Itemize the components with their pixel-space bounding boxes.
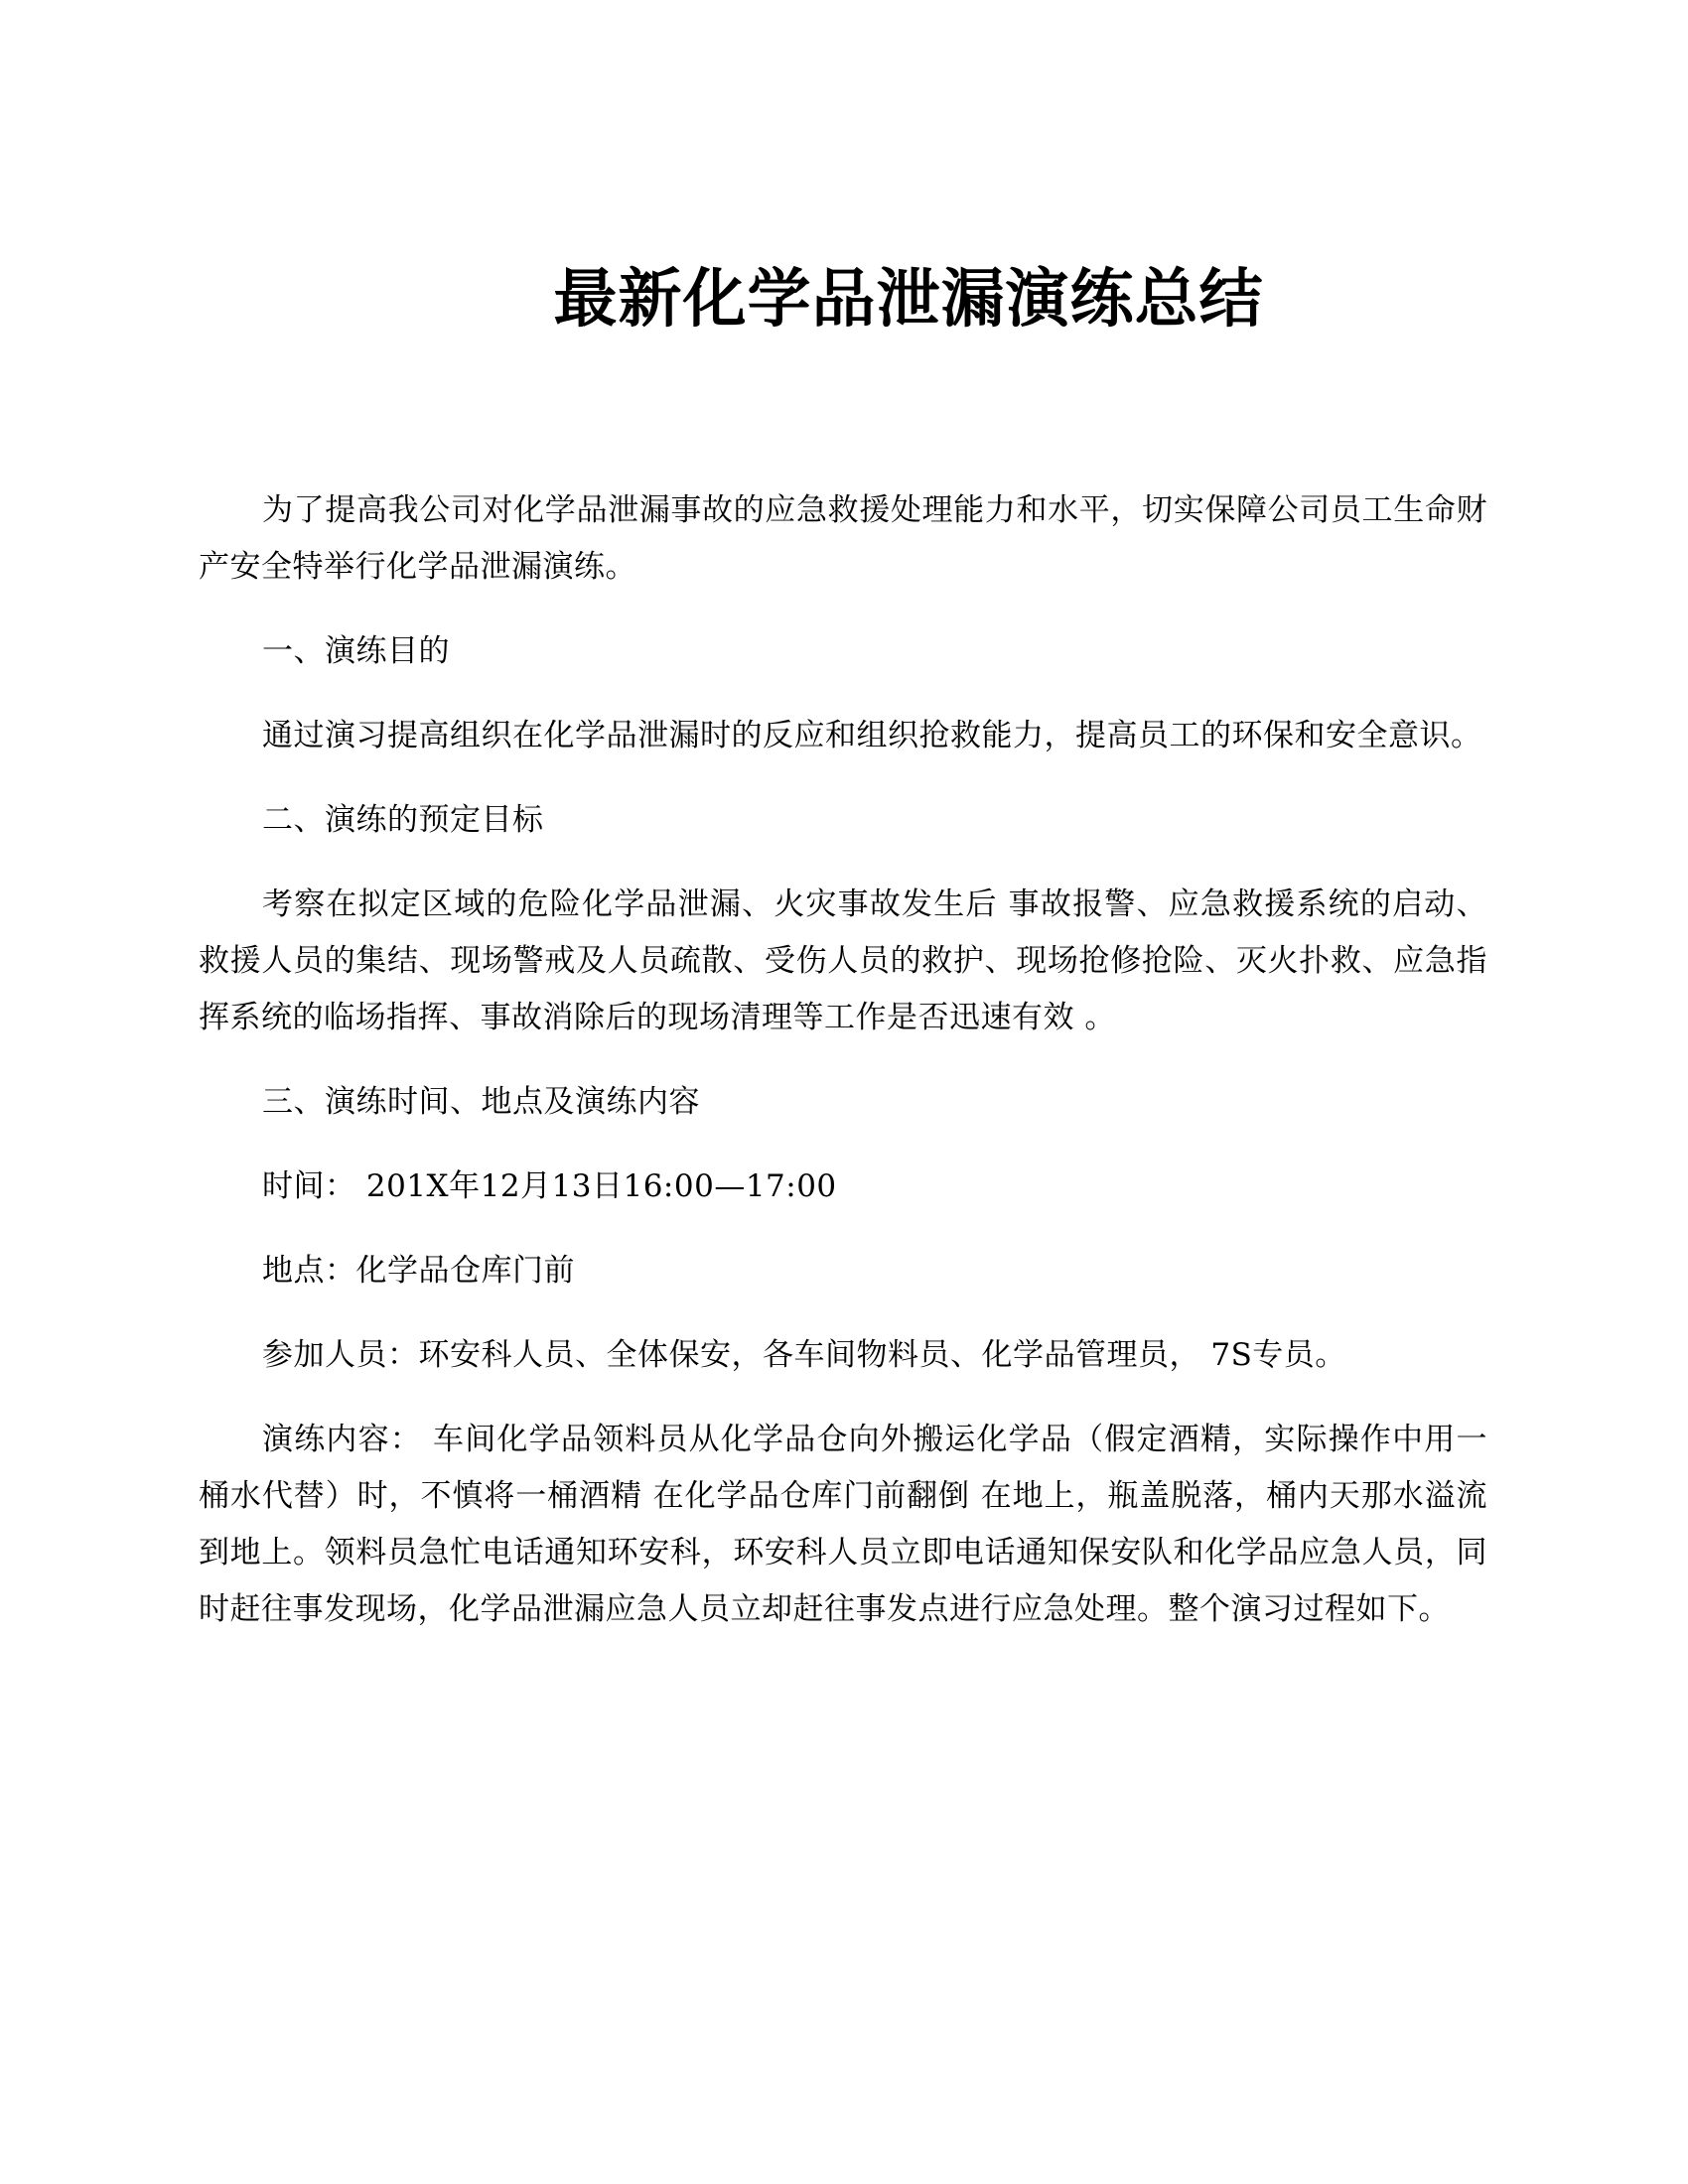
section-heading-purpose: 一、演练目的 [262,633,450,669]
time-line: 时间： 201X年12月13日16:00—17:00 [262,1168,837,1204]
goals-paragraph: 考察在拟定区域的危险化学品泄漏、火灾事故发生后 事故报警、应急救援系统的启动、救援人员的集结、现场警戒及人员疏散、受伤人员的救护、现场抢修抢险、灭火扑救、应急指挥系统的临场指挥、事故消除后的现场清理等工作是否迅速有效 。 [199,887,1487,1035]
participants-line: 参加人员：环安科人员、全体保安，各车间物料员、化学品管理员， 7S专员。 [262,1337,1346,1373]
intro-paragraph: 为了提高我公司对化学品泄漏事故的应急救援处理能力和水平，切实保障公司员工生命财产安全特举行化学品泄漏演练。 [199,492,1487,585]
section-heading-goals: 二、演练的预定目标 [262,802,544,838]
document-body [199,482,1487,1638]
location-line: 地点：化学品仓库门前 [262,1253,575,1289]
purpose-paragraph: 通过演习提高组织在化学品泄漏时的反应和组织抢救能力，提高员工的环保和安全意识。 [262,718,1482,753]
section-heading-time-place-content: 三、演练时间、地点及演练内容 [262,1084,700,1120]
drill-content-paragraph: 演练内容： 车间化学品领料员从化学品仓向外搬运化学品（假定酒精，实际操作中用一桶水代替）时，不慎将一桶酒精 在化学品仓库门前翻倒 在地上，瓶盖脱落，桶内天那水溢流到地上。领料员急忙电话通知环安科，环安科人员立即电话通知保安队和化学品应急人员，同时赶往事发现场，化学品泄漏应急人员立却赶往事发点进行应急处理。整个演习过程如下。 [199,1422,1487,1627]
document-title: 最新化学品泄漏演练总结 [553,263,1264,337]
